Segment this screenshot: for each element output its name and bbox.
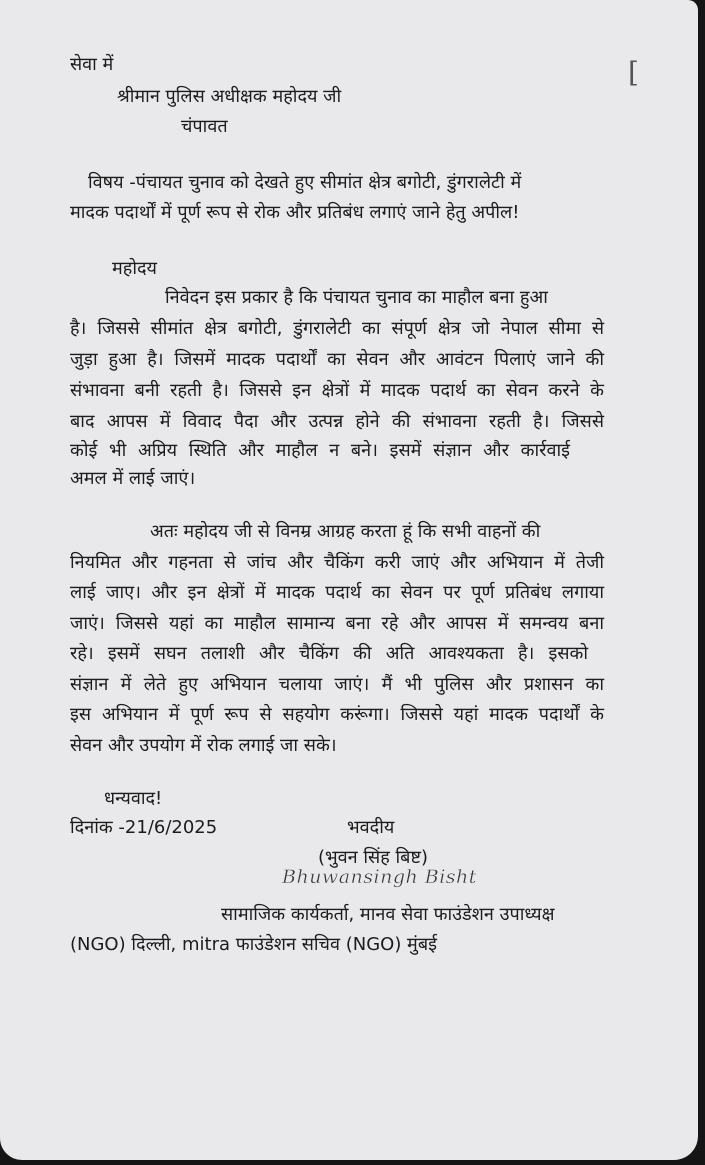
salutation-to: सेवा में (70, 54, 114, 75)
para1-line: बाद आपस में विवाद पैदा और उत्पन्न होने की संभावना रहती है। जिससे (70, 411, 604, 432)
recipient-title: श्रीमान पुलिस अधीक्षक महोदय जी (117, 86, 342, 107)
para2-line: नियमित और गहनता से जांच और चैकिंग करी जाएं और अभियान में तेजी (70, 552, 604, 573)
signature: Bhuwansingh Bisht (282, 866, 477, 888)
thanks: धन्यवाद! (104, 788, 163, 809)
para1-line: कोई भी अप्रिय स्थिति और माहौल न बने। इसमें संज्ञान और कार्रवाई (70, 440, 570, 461)
para2-line: संज्ञान में लेते हुए अभियान चलाया जाएं। मैं भी पुलिस और प्रशासन का (70, 674, 604, 695)
closing: भवदीय (347, 817, 395, 838)
greeting: महोदय (112, 258, 157, 279)
para2-line: रहे। इसमें सघन तलाशी और चैकिंग की अति आवश्यकता है। इसको (70, 643, 588, 664)
subject-line-2: मादक पदार्थों में पूर्ण रूप से रोक और प्रतिबंध लगाएं जाने हेतु अपील! (70, 202, 520, 223)
para1-line: अमल में लाई जाएं। (70, 468, 196, 489)
para2-line: जाएं। जिससे यहां का माहौल सामान्य बना रहे और आपस में समन्वय बना (70, 613, 604, 634)
para2-line: लाई जाए। और इन क्षेत्रों में मादक पदार्थ का सेवन पर पूर्ण प्रतिबंध लगाया (70, 582, 604, 603)
para2-line: सेवन और उपयोग में रोक लगाई जा सके। (70, 735, 337, 756)
designation-line-2: (NGO) दिल्ली, mitra फाउंडेशन सचिव (NGO) मुंबई (70, 934, 437, 955)
subject-line-1: विषय -पंचायत चुनाव को देखते हुए सीमांत क्षेत्र बगोटी, डुंगरालेटी में (88, 172, 522, 193)
para2-line: इस अभियान में पूर्ण रूप से सहयोग करूंगा। जिससे यहां मादक पदार्थों के (70, 704, 604, 725)
recipient-place: चंपावत (181, 116, 228, 137)
para1-line: जुड़ा हुआ है। जिसमें मादक पदार्थों का सेवन और आवंटन पिलाएं जाने की (70, 349, 604, 370)
para1-line: है। जिससे सीमांत क्षेत्र बगोटी, डुंगरालेटी का संपूर्ण क्षेत्र जो नेपाल सीमा से (70, 318, 604, 339)
designation-line-1: सामाजिक कार्यकर्ता, मानव सेवा फाउंडेशन उपाध्यक्ष (221, 904, 555, 925)
para1-line: निवेदन इस प्रकार है कि पंचायत चुनाव का माहौल बना हुआ (165, 287, 548, 308)
para2-line: अतः महोदय जी से विनम्र आग्रह करता हूं कि सभी वाहनों की (150, 521, 541, 542)
sender-name: (भुवन सिंह बिष्ट) (318, 847, 428, 868)
letter-date: दिनांक -21/6/2025 (70, 817, 218, 838)
para1-line: संभावना बनी रहती है। जिससे इन क्षेत्रों में मादक पदार्थ का सेवन करने के (70, 380, 604, 401)
bracket-mark: [ (628, 56, 639, 89)
